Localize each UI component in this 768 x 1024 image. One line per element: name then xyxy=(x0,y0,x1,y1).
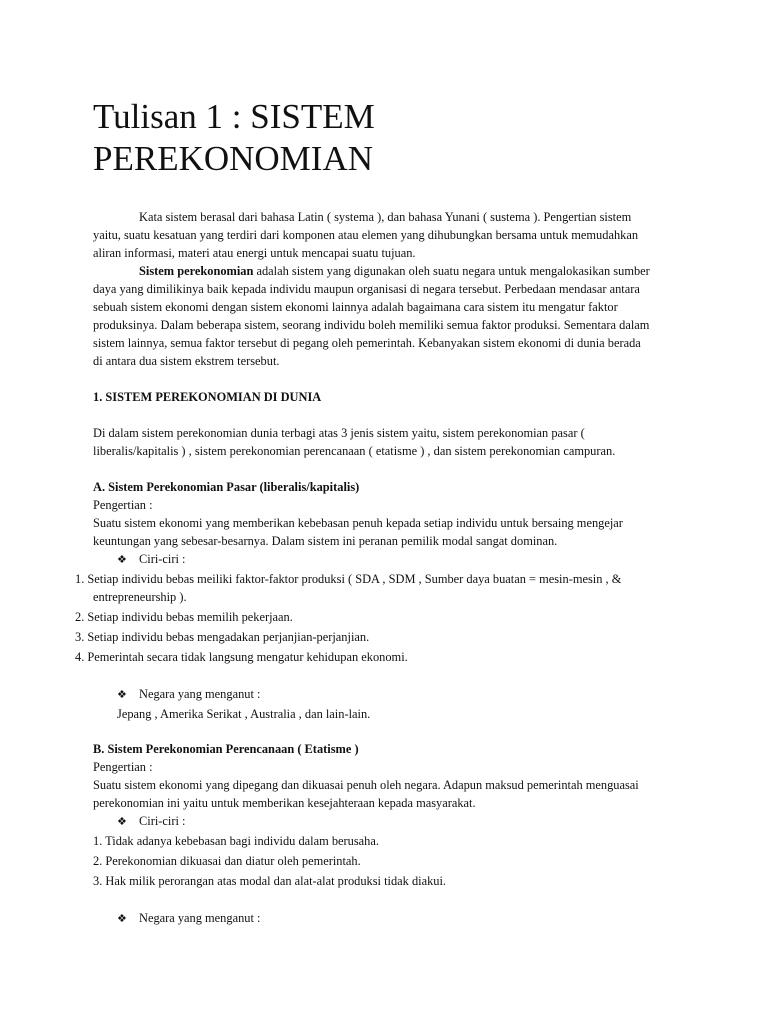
intro-p2-line-6: di antara dua sistem ekstrem tersebut. xyxy=(93,354,280,368)
sectionA-heading: A. Sistem Perekonomian Pasar (liberalis/kapitalis) xyxy=(93,480,360,494)
sectionA-negara-list: Jepang , Amerika Serikat , Australia , dan lain-lain. xyxy=(117,707,371,721)
sectionB-ciri-bullet xyxy=(117,813,185,830)
sectionA-pengertian-line-2: keuntungan yang sebesar-besarnya. Dalam sistem ini peranan pemilik modal sangat dominan. xyxy=(93,534,558,548)
intro-p2-line-2: daya yang dimilikinya baik kepada individu maupun organisasi di negara tersebut. Perbedaan mendasar antara xyxy=(93,282,640,296)
intro-p1-line-2: yaitu, suatu kesatuan yang terdiri dari komponen atau elemen yang dihubungkan bersama untuk memudahkan xyxy=(93,228,639,242)
diamond-bullet-icon: ❖ xyxy=(117,913,127,925)
diamond-bullet-icon: ❖ xyxy=(117,816,127,828)
sectionA-ciri-label: Ciri-ciri : xyxy=(139,552,186,566)
sectionB-pengertian-label: Pengertian : xyxy=(93,760,153,774)
sectionA-ciri-item-1-cont: entrepreneurship ). xyxy=(93,590,187,604)
sectionB-negara-bullet xyxy=(117,910,260,927)
sectionA-negara-bullet xyxy=(117,686,260,703)
intro-p2-line-3: sebuah sistem ekonomi dengan sistem ekonomi lainnya adalah bagaimana cara sistem itu mengatur faktor xyxy=(93,300,618,314)
sectionA-pengertian-label: Pengertian : xyxy=(93,498,153,512)
sectionA-pengertian-line-1: Suatu sistem ekonomi yang memberikan kebebasan penuh kepada setiap individu untuk bersaing mengejar xyxy=(93,516,623,530)
sectionA-ciri-item-1: 1. Setiap individu bebas meiliki faktor-faktor produksi ( SDA , SDM , Sumber daya buatan = mesin-mesin , & xyxy=(75,572,622,586)
section1-heading: 1. SISTEM PEREKONOMIAN DI DUNIA xyxy=(93,390,322,404)
sectionA-negara-label: Negara yang menganut : xyxy=(139,687,261,701)
diamond-bullet-icon: ❖ xyxy=(117,689,127,701)
sectionA-ciri-bullet xyxy=(117,551,185,568)
sectionB-ciri-item-1: 1. Tidak adanya kebebasan bagi individu dalam berusaha. xyxy=(93,834,379,848)
sectionB-ciri-item-2: 2. Perekonomian dikuasai dan diatur oleh pemerintah. xyxy=(93,854,361,868)
intro-p1-line-1: Kata sistem berasal dari bahasa Latin ( systema ), dan bahasa Yunani ( sustema ). Pengertian sistem xyxy=(139,210,632,224)
sectionB-pengertian-line-2: perekonomian ini yaitu untuk memberikan kesejahteraan kepada masyarakat. xyxy=(93,796,476,810)
intro-p2-line-5: sistem lainnya, semua faktor tersebut di pegang oleh pemerintah. Kebanyakan sistem ekonomi di dunia berada xyxy=(93,336,641,350)
diamond-bullet-icon: ❖ xyxy=(117,554,127,566)
sectionB-ciri-item-3: 3. Hak milik perorangan atas modal dan alat-alat produksi tidak diakui. xyxy=(93,874,447,888)
section1-body-line-1: Di dalam sistem perekonomian dunia terbagi atas 3 jenis sistem yaitu, sistem perekonomian pasar ( xyxy=(93,426,585,440)
intro-p2-line-4: produksinya. Dalam beberapa sistem, seorang individu boleh memiliki semua faktor produksi. Sementara dalam xyxy=(93,318,650,332)
intro-p2-line-1-rest: adalah sistem yang digunakan oleh suatu negara untuk mengalokasikan sumber xyxy=(253,264,650,278)
intro-p2-bold-term: Sistem perekonomian xyxy=(139,264,254,278)
document-title: Tulisan 1 : SISTEM PEREKONOMIAN xyxy=(93,97,375,178)
sectionA-ciri-item-2: 2. Setiap individu bebas memilih pekerjaan. xyxy=(75,610,293,624)
section1-body-line-2: liberalis/kapitalis ) , sistem perekonomian perencanaan ( etatisme ) , dan sistem perekonomian campuran. xyxy=(93,444,616,458)
intro-p2-line-1 xyxy=(139,263,650,279)
sectionB-heading: B. Sistem Perekonomian Perencanaan ( Etatisme ) xyxy=(93,742,359,756)
sectionB-pengertian-line-1: Suatu sistem ekonomi yang dipegang dan dikuasai penuh oleh negara. Adapun maksud pemerintah menguasai xyxy=(93,778,639,792)
sectionB-negara-label: Negara yang menganut : xyxy=(139,911,261,925)
sectionA-ciri-item-4: 4. Pemerintah secara tidak langsung mengatur kehidupan ekonomi. xyxy=(75,650,408,664)
sectionB-ciri-label: Ciri-ciri : xyxy=(139,814,186,828)
intro-p1-line-3: aliran informasi, materi atau energi untuk mencapai suatu tujuan. xyxy=(93,246,416,260)
sectionA-ciri-item-3: 3. Setiap individu bebas mengadakan perjanjian-perjanjian. xyxy=(75,630,370,644)
